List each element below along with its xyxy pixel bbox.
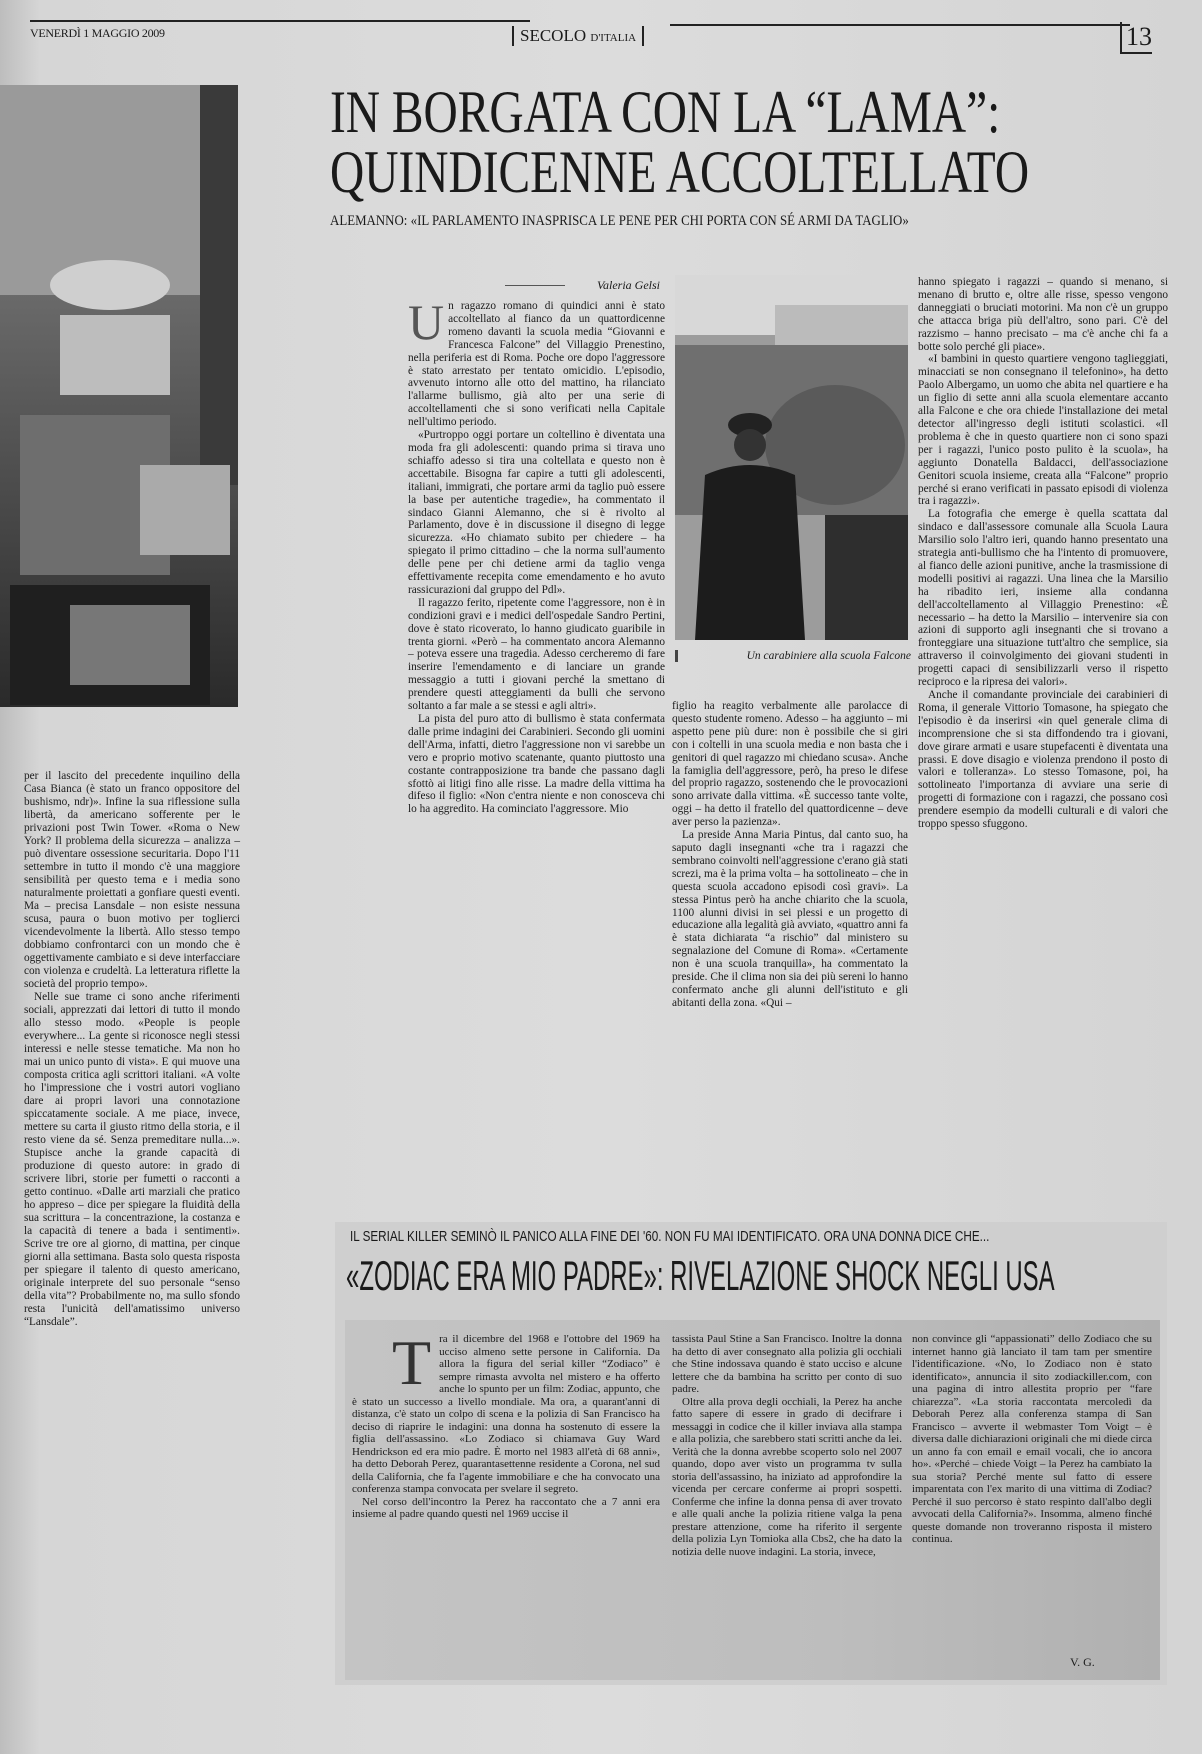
paragraph: figlio ha reagito verbalmente alle parolacce di questo studente romeno. Adesso – ha aggiunto – mi aspetto pene più dure: non è possibile che si giri con i coltelli in una scuola media e non basta che i genitori di quel ragazzo mi chiedano scusa». Anche la famiglia dell'aggressore, però, ha preso le difese del proprio ragazzo, sostenendo che le provocazioni sono arrivate dalla vittima. «È successo tante volte, oggi – ha detto il fratello del quattordicenne – deve aver perso la pazienza».	[672, 700, 908, 829]
carabiniere-photo	[675, 275, 908, 640]
paragraph: tassista Paul Stine a San Francisco. Inoltre la donna ha detto di aver consegnato alla polizia gli occhiali che Stine indossava quando è stato ucciso e alcune lettere che da bambina ha scritto per conto di suo padre.	[672, 1333, 902, 1395]
zodiac-column-1	[352, 1327, 660, 1521]
paragraph: Il ragazzo ferito, ripetente come l'aggressore, non è in condizioni gravi e i medici dell'ospedale Sandro Pertini, dove è stato ricoverato, lo hanno giudicato guaribile in trenta giorni. «Però – ha commentato ancora Alemanno – poteva essere una tragedia. Adesso cercheremo di fare inserire l'emendamento e di lanciare un grande messaggio a tutti i giovani perché la smettano di prendere questi atteggiamenti da bulli che servono soltanto a far male a se stessi e agli altri».	[408, 596, 665, 713]
left-photo	[0, 85, 238, 707]
newspaper-name-main: SECOLO	[520, 26, 587, 45]
article-headline	[330, 79, 1160, 205]
article-subhead: ALEMANNO: «IL PARLAMENTO INASPRISCA LE PENE PER CHI PORTA CON SÉ ARMI DA TAGLIO»	[330, 213, 909, 229]
paragraph: «I bambini in questo quartiere vengono taglieggiati, minacciati se non consegnano il telefonino», ha detto Paolo Albergamo, un uomo che abita nel quartiere e ha un figlio di sette anni alla scuola elementare accanto alla Falcone e che ora chiede l'installazione dei metal detector all'ingresso degli istituti scolastici. «Il problema è che in questo quartiere non ci sono spazi per i ragazzi, l'unico posto pulito è la scuola», ha aggiunto Donatella Baldacci, dell'associazione Genitori scuola insieme, creata alla “Falcone” proprio perché si erano verificati in passato episodi di violenza tra i ragazzi».	[918, 353, 1168, 508]
paragraph: Anche il comandante provinciale dei carabinieri di Roma, il generale Vittorio Tomasone, ha spiegato che l'episodio è da inserirsi «in quel generale clima di incomprensione che si sta diffondendo tra i giovani, dove girare armati e usare stupefacenti è diventata una prassi. E dove disagio e violenza prendono il posto di valori e tolleranza». Lo stesso Tomasone, poi, ha sottolineato l'importanza di avviare una serie di progetti di formazione con i ragazzi, che possano così prendere esempio da modelli culturali e di valori che troppo spesso sfuggono.	[918, 689, 1168, 831]
newspaper-name	[512, 26, 644, 46]
paragraph	[408, 294, 665, 429]
page-number: 13	[1120, 22, 1152, 54]
paragraph: La preside Anna Maria Pintus, dal canto suo, ha saputo dagli insegnanti «che tra i ragazzi che sembrano coinvolti nell'aggressione c'erano già stati screzi, ma è la prima volta – ha sottolineato – che in questa scuola accadono episodi così gravi». La stessa Pintus però ha anche chiarito che la scuola, 1100 alunni divisi in sei plessi e un progetto di educazione alla legalità già avviato, «quattro anni fa è stata dichiarata “a rischio” dal ministero su segnalazione del Comune di Roma». «Certamente non è una scuola tranquilla», ha commentato la preside. Che il clima non sia dei più sereni lo hanno confermato anche gli alunni dell'istituto e gli abitanti della zona. «Qui –	[672, 829, 908, 1009]
zodiac-column-3	[912, 1333, 1152, 1546]
article-column-2	[672, 700, 908, 1010]
paragraph: La fotografia che emerge è quella scattata dal sindaco e dall'assessore comunale alla Scuola Laura Marsilio solo l'altro ieri, quando hanno presentato una strategia anti-bullismo che ha l'intento di promuovere, al fianco delle azioni punitive, anche la trasmissione di modelli positivi ai ragazzi. Una linea che la Marsilio ha ribadito ieri, insieme alla condanna dell'accoltellamento al Villaggio Prenestino: «È necessario – ha detto la Marsilio – intervenire sia con azioni di supporto agli insegnanti che si trovano a fronteggiare una situazione tutt'altro che semplice, sia attraverso il coinvolgimento dei giovani studenti in progetti capaci di sensibilizzarli verso il rispetto reciproco e la ripresa dei valori».	[918, 508, 1168, 689]
issue-date: VENERDÌ 1 MAGGIO 2009	[30, 26, 165, 40]
paragraph	[352, 1327, 660, 1496]
headline-line-2: QUINDICENNE ACCOLTELLATO	[330, 139, 1030, 205]
paragraph: non convince gli “appassionati” dello Zodiaco che su internet hanno già lanciato il tam tam per smentire l'identificazione. «No, lo Zodiaco non è stato identificato», annuncia il sito zodiackiller.com, con una pagina di intro allestita proprio per “fare chiarezza”. «La storia raccontata mercoledì da Deborah Perez alla conferenza stampa di San Francisco – avverte il webmaster Tom Voigt – è diversa dalle dichiarazioni originali che mi diede circa un anno fa con email e email vocali, che io ancora ho». «Perché – chiede Voigt – la Perez ha cambiato la sua storia? Perché mente sul fatto di essere imparentata con l'ex marito di una vittima di Zodiac? Perché il suo percorso è stato respinto dall'albo degli avvocati della California?». Insomma, almeno finché queste domande non troveranno risposta il mistero continua.	[912, 1333, 1152, 1545]
byline: Valeria Gelsi	[597, 278, 660, 292]
headline-line-1: IN BORGATA CON LA “LAMA”:	[330, 79, 1001, 145]
header-rule-right	[670, 24, 1130, 26]
paragraph: Nel corso dell'incontro la Perez ha raccontato che a 7 anni era insieme al padre quando questi nel 1969 uccise il	[352, 1495, 660, 1520]
drop-cap: T	[392, 1327, 432, 1398]
header-rule-left	[30, 20, 530, 22]
left-column-text	[24, 770, 240, 1329]
photo-caption: Un carabiniere alla scuola Falcone	[675, 650, 911, 662]
article-column-3	[918, 276, 1168, 831]
paragraph: Nelle sue trame ci sono anche riferimenti sociali, apprezzati dai lettori di tutto il mondo allo stesso modo. «People is people everywhere... La gente si riconosce negli stessi interessi e nelle stesse tematiche. Ma non ho mai un unico punto di vista». E qui muove una composta critica agli scrittori italiani. «A volte ho l'impressione che i vostri autori vogliano dare ai propri lavori una connotazione spiccatamente sociale. A me piace, invece, mettere su carta il giusto ritmo della storia, e il resto viene da sé. Senza premeditare nulla...». Stupisce anche la grande capacità di produzione di questo autore: in grado di scrivere libri, storie per fumetti o racconti a getto continuo. «Dalle arti marziali che pratico ho appreso – dice per spiegare la fluidità della sua scrittura – la concentrazione, la costanza e la capacità di tenere a bada i sentimenti». Scrive tre ore al giorno, di mattina, per cinque giorni alla settimana. Basta solo questa risposta per spiegare il talento di questo americano, originale interprete del suo personale “senso della vita”? Probabilmente no, ma sullo sfondo resta l'unicità dell'amatissimo universo “Lansdale”.	[24, 991, 240, 1328]
zodiac-headline: «ZODIAC ERA MIO PADRE»: RIVELAZIONE SHOCK NEGLI USA	[346, 1252, 1055, 1299]
newspaper-name-suffix: D'ITALIA	[590, 32, 637, 44]
author-signature: V. G.	[1070, 1655, 1095, 1669]
paragraph: per il lascito del precedente inquilino della Casa Bianca (è stato un franco oppositore del bushismo, ndr)». Infine la sua riflessione sulla libertà, da americano sofferente per le privazioni post Twin Tower. «Roma o New York? Il problema della sicurezza – analizza – può diventare ossessione securitaria. Dopo l'11 settembre in tutto il mondo c'è una maggiore sensibilità per questo tema e i media sono naturalmente proiettati a gonfiare questi eventi. Ma – precisa Lansdale – non esiste nessuna scusa, paura o buon motivo per toglierci vicendevolmente la libertà. Allo stesso tempo dobbiamo confrontarci con un mondo che è oggettivamente cambiato e si deve interfacciare con violenza e crudeltà. La letteratura riflette la società del proprio tempo».	[24, 770, 240, 990]
paragraph-text: n ragazzo romano di quindici anni è stato accoltellato al fianco da un quattordicenne romeno davanti la scuola media “Giovanni e Francesca Falcone” del Villaggio Prenestino, nella periferia est di Roma. Poche ore dopo l'aggressore è stato arrestato per tentato omicidio. L'episodio, avvenuto intorno alle otto del mattino, ha rilanciato l'allarme bullismo, già alto per una serie di accoltellamenti che si sono verificati nella Capitale nell'ultimo periodo.	[408, 300, 665, 429]
paragraph: «Purtroppo oggi portare un coltellino è diventata una moda fra gli adolescenti: quando prima si tirava uno schiaffo adesso si tira una coltellata e questo non è accettabile. Bisogna far capire a tutti gli adolescenti, italiani, immigrati, che portare armi da taglio può essere la base per autentiche tragedie», ha commentato il sindaco Gianni Alemanno, che si è rivolto al Parlamento, dove è in discussione il disegno di legge sicurezza. «Ho chiamato subito per chiedere – ha spiegato il primo cittadino – che la norma sull'aumento delle pene per chi detiene armi da taglio venga effettivamente recepita come emendamento e ho avuto rassicurazioni dal gruppo del Pdl».	[408, 429, 665, 596]
paragraph-text: ra il dicembre del 1968 e l'ottobre del 1969 ha ucciso almeno sette persone in California. Da allora la figura del serial killer “Zodiaco” è sempre rimasta avvolta nel mistero e ha offerto anche lo spunto per un film: Zodiac, appunto, che è stato un successo a livello mondiale. Ma ora, a quarant'anni di distanza, c'è stato un colpo di scena e la polizia di San Francisco ha deciso di riaprire le indagini: una donna ha sostenuto di essere la figlia dell'assassino. «Lo Zodiaco si chiamava Guy Ward Hendrickson ed era mio padre. È morto nel 1983 all'età di 68 anni», ha detto Deborah Perez, quarantasettenne residente a Corona, nel sud della California, che fa l'agente immobiliare e che ha convocato una conferenza stampa convocata per svelare il segreto.	[352, 1333, 660, 1495]
drop-cap: U	[408, 294, 445, 350]
paragraph: hanno spiegato i ragazzi – quando si menano, si menano di brutto e, oltre alle risse, spesso vengono danneggiati o bruciati motorini. Ma non c'è un gruppo che attacca briga più dell'altro, sono pari. C'è del razzismo – hanno precisato – ma c'è anche chi fa a botte solo perché gli piace».	[918, 276, 1168, 353]
zodiac-kicker: IL SERIAL KILLER SEMINÒ IL PANICO ALLA FINE DEI '60. NON FU MAI IDENTIFICATO. ORA UNA DONNA DICE CHE...	[350, 1228, 990, 1245]
zodiac-column-2	[672, 1333, 902, 1558]
article-column-1	[408, 294, 665, 816]
paragraph: La pista del puro atto di bullismo è stata confermata dalle prime indagini dei Carabinieri. Secondo gli uomini dell'Arma, infatti, dietro l'aggressione non vi sarebbe un vero e proprio motivo scatenante, quanto piuttosto una costante contrapposizione tra bande che passano dagli sfottò ai litigi fino alle risse. La madre della vittima ha difeso il figlio: «Non c'entra niente e non conosceva chi lo ha aggredito. Ha cominciato l'aggressore. Mio	[408, 713, 665, 816]
paragraph: Oltre alla prova degli occhiali, la Perez ha anche fatto sapere di essere in grado di decifrare i messaggi in codice che il killer inviava alla stampa e alla polizia, che sarebbero stati scritti anche da lei. Verità che la donna avrebbe scoperto solo nel 2007 quando, dopo aver visto un programma tv sulla storia dell'assassino, ha iniziato ad approfondire la vicenda per cercare conferme ai propri sospetti. Conferme che infine la donna pensa di aver trovato e alle quali anche la polizia ritiene valga la pena prestare attenzione, come ha riferito il sergente della polizia Lyn Tomioka alla Cbs2, che ha dato la notizia delle nuove indagini. La storia, invece,	[672, 1395, 902, 1558]
